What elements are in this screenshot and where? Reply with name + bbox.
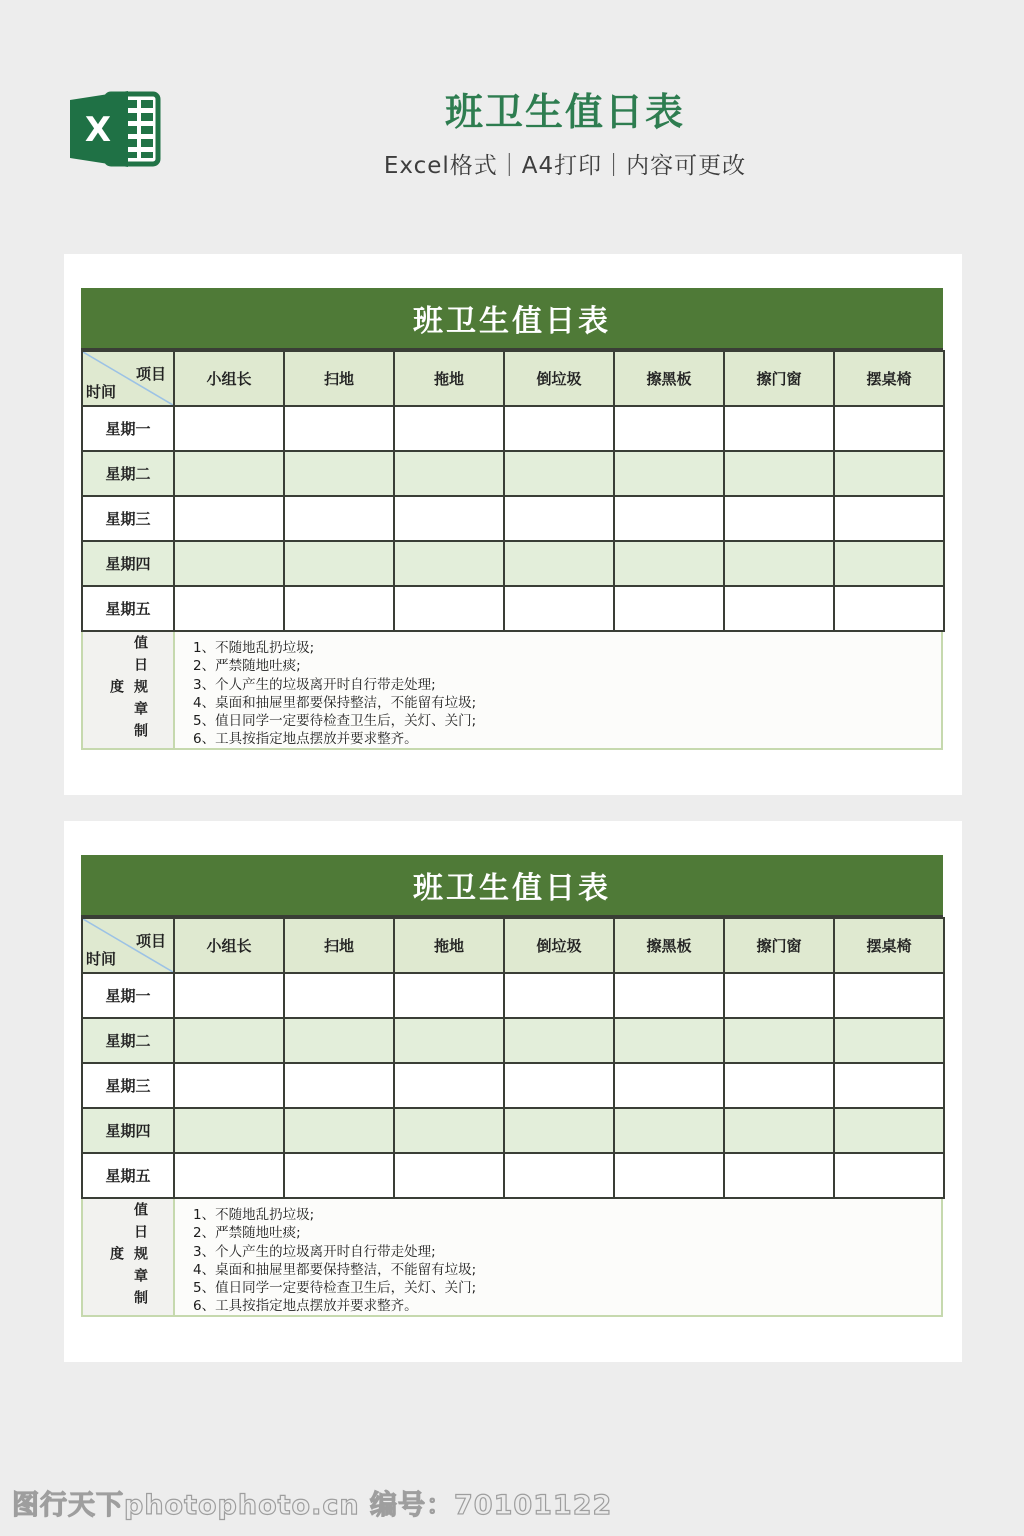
rule-item: 2、严禁随地吐痰;: [193, 658, 301, 675]
duty-cell: [834, 496, 944, 541]
rule-item: 5、值日同学一定要待检查卫生后，关灯、关门;: [193, 713, 477, 730]
column-header: 摆桌椅: [834, 351, 944, 406]
duty-cell: [394, 586, 504, 631]
duty-cell: [394, 973, 504, 1018]
duty-table: [81, 350, 945, 632]
duty-cell: [724, 496, 834, 541]
duty-cell: [394, 541, 504, 586]
duty-cell: [284, 1153, 394, 1198]
column-header: 倒垃圾: [504, 351, 614, 406]
day-label: 星期三: [82, 496, 174, 541]
header-row: [82, 351, 944, 406]
duty-cell: [614, 406, 724, 451]
duty-cell: [724, 1063, 834, 1108]
day-row: [82, 496, 944, 541]
rules-label-cell: [83, 632, 175, 748]
rules-label: 值日规章制度: [108, 1202, 148, 1312]
rule-item: 6、工具按指定地点摆放并要求整齐。: [193, 1298, 418, 1315]
rules-label: 值日规章制度: [108, 635, 148, 745]
duty-cell: [284, 451, 394, 496]
column-header: 拖地: [394, 351, 504, 406]
duty-cell: [284, 406, 394, 451]
roster-card: [64, 821, 962, 1362]
svg-text:X: X: [84, 110, 112, 150]
corner-project-label: 项目: [135, 365, 166, 383]
duty-cell: [614, 496, 724, 541]
sheet-title-bar: [81, 288, 943, 350]
sheet-title: 班卫生值日表: [413, 304, 611, 339]
duty-cell: [174, 541, 284, 586]
day-label: 星期一: [82, 973, 174, 1018]
day-label: 星期三: [82, 1063, 174, 1108]
day-label: 星期一: [82, 406, 174, 451]
sheet-title-bar: [81, 855, 943, 917]
duty-cell: [174, 1063, 284, 1108]
duty-cell: [724, 541, 834, 586]
duty-cell: [834, 973, 944, 1018]
duty-cell: [174, 586, 284, 631]
rule-item: 2、严禁随地吐痰;: [193, 1225, 301, 1242]
duty-cell: [174, 1018, 284, 1063]
corner-time-label: 时间: [86, 950, 117, 968]
duty-cell: [614, 1153, 724, 1198]
day-row: [82, 586, 944, 631]
duty-cell: [614, 451, 724, 496]
roster-card: [64, 254, 962, 795]
column-header: 摆桌椅: [834, 918, 944, 973]
site-watermark: 图行天下photophoto.cn 编号：70101122: [12, 1490, 613, 1521]
duty-cell: [724, 1018, 834, 1063]
rule-item: 5、值日同学一定要待检查卫生后，关灯、关门;: [193, 1280, 477, 1297]
day-row: [82, 406, 944, 451]
duty-cell: [394, 1018, 504, 1063]
duty-cell: [174, 496, 284, 541]
rules-row: [81, 1199, 943, 1317]
day-label: 星期四: [82, 541, 174, 586]
duty-cell: [394, 1108, 504, 1153]
duty-cell: [394, 496, 504, 541]
duty-cell: [504, 973, 614, 1018]
duty-cell: [174, 406, 284, 451]
column-header: 擦黑板: [614, 918, 724, 973]
duty-cell: [504, 1063, 614, 1108]
duty-cell: [834, 541, 944, 586]
duty-cell: [174, 451, 284, 496]
column-header: 倒垃圾: [504, 918, 614, 973]
day-label: 星期四: [82, 1108, 174, 1153]
duty-cell: [834, 1108, 944, 1153]
header-row: [82, 918, 944, 973]
sheet-title: 班卫生值日表: [413, 871, 611, 906]
day-row: [82, 541, 944, 586]
duty-cell: [284, 1108, 394, 1153]
day-row: [82, 973, 944, 1018]
day-row: [82, 451, 944, 496]
duty-cell: [834, 406, 944, 451]
duty-cell: [284, 1018, 394, 1063]
duty-cell: [724, 1108, 834, 1153]
duty-cell: [284, 1063, 394, 1108]
page-subtitle: Excel格式｜A4打印｜内容可更改: [383, 152, 747, 179]
column-header: 擦门窗: [724, 918, 834, 973]
rule-item: 3、个人产生的垃圾离开时自行带走处理;: [193, 1243, 436, 1260]
day-label: 星期五: [82, 586, 174, 631]
duty-cell: [834, 586, 944, 631]
duty-cell: [504, 451, 614, 496]
column-header: 小组长: [174, 918, 284, 973]
day-row: [82, 1153, 944, 1198]
rule-item: 1、不随地乱扔垃圾;: [193, 1207, 315, 1223]
duty-cell: [614, 541, 724, 586]
duty-cell: [504, 496, 614, 541]
corner-cell: [82, 918, 174, 973]
duty-cell: [614, 973, 724, 1018]
duty-cell: [504, 541, 614, 586]
rule-item: 4、桌面和抽屉里都要保持整洁，不能留有垃圾;: [193, 694, 477, 711]
day-row: [82, 1018, 944, 1063]
column-header: 擦门窗: [724, 351, 834, 406]
day-label: 星期二: [82, 451, 174, 496]
duty-cell: [504, 586, 614, 631]
duty-sheet: [81, 288, 943, 750]
duty-cell: [614, 586, 724, 631]
duty-cell: [504, 1108, 614, 1153]
rules-content: [175, 632, 941, 748]
duty-cell: [724, 973, 834, 1018]
column-header: 拖地: [394, 918, 504, 973]
duty-cell: [394, 451, 504, 496]
duty-cell: [174, 1153, 284, 1198]
rule-item: 1、不随地乱扔垃圾;: [193, 640, 315, 656]
duty-cell: [724, 1153, 834, 1198]
header-text: [106, 90, 1024, 180]
rules-row: [81, 632, 943, 750]
duty-cell: [394, 406, 504, 451]
duty-cell: [284, 496, 394, 541]
duty-cell: [834, 1153, 944, 1198]
rule-item: 4、桌面和抽屉里都要保持整洁，不能留有垃圾;: [193, 1261, 477, 1278]
duty-sheet: [81, 855, 943, 1317]
page-header: [0, 0, 1024, 220]
duty-cell: [394, 1153, 504, 1198]
duty-cell: [614, 1063, 724, 1108]
duty-cell: [504, 1153, 614, 1198]
duty-cell: [284, 586, 394, 631]
duty-cell: [614, 1108, 724, 1153]
day-row: [82, 1063, 944, 1108]
duty-cell: [394, 1063, 504, 1108]
rules-label-cell: [83, 1199, 175, 1315]
corner-project-label: 项目: [135, 932, 166, 950]
page-title: 班卫生值日表: [444, 90, 685, 134]
column-header: 小组长: [174, 351, 284, 406]
duty-table: [81, 917, 945, 1199]
duty-cell: [504, 406, 614, 451]
duty-cell: [834, 451, 944, 496]
duty-cell: [834, 1063, 944, 1108]
corner-cell: [82, 351, 174, 406]
column-header: 扫地: [284, 351, 394, 406]
column-header: 擦黑板: [614, 351, 724, 406]
day-row: [82, 1108, 944, 1153]
rules-content: [175, 1199, 941, 1315]
duty-cell: [284, 541, 394, 586]
duty-cell: [724, 406, 834, 451]
duty-cell: [614, 1018, 724, 1063]
duty-cell: [174, 1108, 284, 1153]
day-label: 星期五: [82, 1153, 174, 1198]
duty-cell: [284, 973, 394, 1018]
duty-cell: [724, 451, 834, 496]
column-header: 扫地: [284, 918, 394, 973]
rule-item: 6、工具按指定地点摆放并要求整齐。: [193, 731, 418, 748]
rule-item: 3、个人产生的垃圾离开时自行带走处理;: [193, 676, 436, 693]
duty-cell: [504, 1018, 614, 1063]
corner-time-label: 时间: [86, 383, 117, 401]
duty-cell: [834, 1018, 944, 1063]
duty-cell: [174, 973, 284, 1018]
duty-cell: [724, 586, 834, 631]
day-label: 星期二: [82, 1018, 174, 1063]
